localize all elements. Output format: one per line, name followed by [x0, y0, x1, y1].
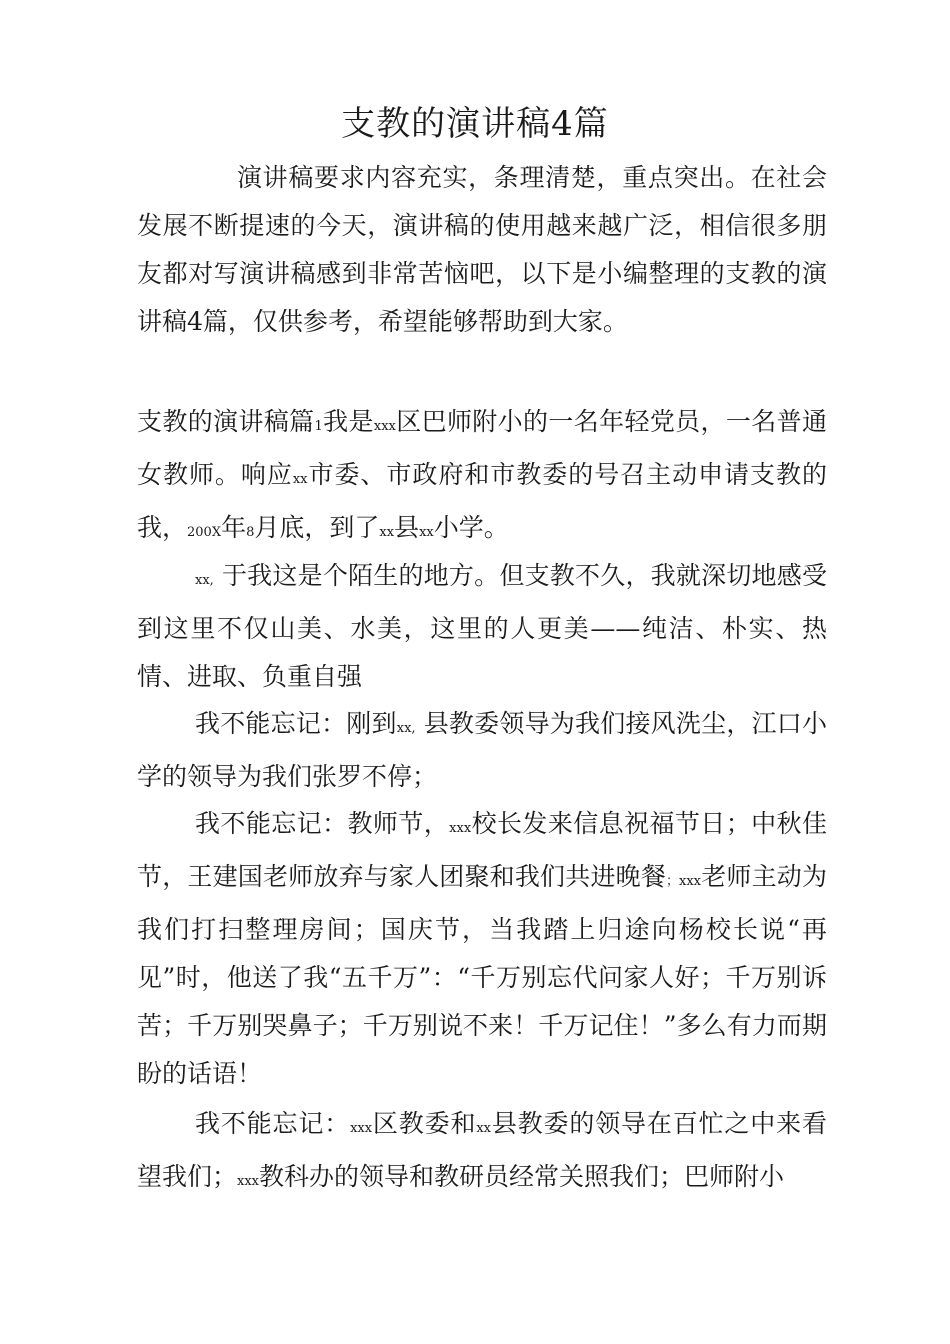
intro-paragraph: 演讲稿要求内容充实，条理清楚，重点突出。在社会发展不断提速的今天，演讲稿的使用越来越广泛，相信很多朋友都对写演讲稿感到非常苦恼吧，以下是小编整理的支教的演讲稿4篇，仅供参考，希望能够帮助到大家。	[137, 163, 827, 336]
placeholder-text: xx	[476, 1121, 491, 1136]
placeholder-text: xxx	[373, 419, 396, 434]
placeholder-text: xxx	[237, 1174, 260, 1189]
paragraph-number: 1	[314, 419, 323, 434]
body-paragraph-3	[137, 700, 827, 801]
paragraph-text: 教科办的领导和教研员经常关照我们；巴师附小	[259, 1162, 785, 1191]
paragraph-text: 校长发来信息祝福节日；中秋佳节，王建国老师放弃与家人团聚和我们共进晚餐	[137, 809, 827, 891]
placeholder-text: xx	[419, 525, 434, 540]
placeholder-text: 8	[246, 525, 255, 540]
paragraph-text: 月底，到了	[254, 513, 380, 542]
paragraph-text: 我不能忘记：刚到	[195, 709, 397, 738]
placeholder-text: xx	[379, 525, 395, 540]
placeholder-text: xxx	[449, 821, 472, 836]
placeholder-text: xx	[292, 472, 308, 487]
body-paragraph-1	[137, 398, 827, 557]
paragraph-text: 于我这是个陌生的地方。但支教不久，我就深切地感受到这里不仅山美、水美，这里的人更美——纯洁、朴实、热情、进取、负重自强	[137, 561, 827, 691]
paragraph-text: 我不能忘记：	[195, 1109, 351, 1138]
paragraph-text: 区巴师附小的一名年轻党员，一名普通女教师。响应	[137, 407, 827, 489]
body-paragraph-2	[137, 552, 827, 701]
paragraph-text: 我是	[322, 407, 374, 436]
placeholder-text: xxx	[350, 1121, 373, 1136]
paragraph-text: 小学。	[433, 513, 509, 542]
paragraph-text: 支教的演讲稿篇	[137, 407, 315, 436]
document-title: 支教的演讲稿4篇	[341, 104, 609, 144]
paragraph-text: 市委、市政府和市教委的号召主动申请支教的我，	[137, 460, 827, 542]
body-paragraph-4	[137, 800, 827, 1098]
paragraph-text: 县	[394, 513, 420, 542]
paragraph-text: 县教委领导为我们接风洗尘，江口小学的领导为我们张罗不停；	[137, 709, 827, 791]
placeholder-text: 200X	[187, 525, 222, 540]
body-paragraph-5	[137, 1100, 827, 1206]
placeholder-text: ；xxx	[666, 874, 702, 889]
paragraph-text: 区教委和	[372, 1109, 477, 1138]
paragraph-text: 县教委的领导在百忙之中来看望我们；	[137, 1109, 827, 1191]
paragraph-text: 我不能忘记：教师节，	[195, 809, 450, 838]
placeholder-text: xx,	[195, 573, 214, 588]
placeholder-text: xx,	[396, 721, 416, 736]
paragraph-text: 年	[221, 513, 247, 542]
paragraph-text: 老师主动为我们打扫整理房间；国庆节，当我踏上归途向杨校长说“再见”时，他送了我“五千万”：“千万别忘代问家人好；千万别诉苦；千万别哭鼻子；千万别说不来！千万记住！”多么有力而期盼的话语！	[137, 862, 827, 1088]
